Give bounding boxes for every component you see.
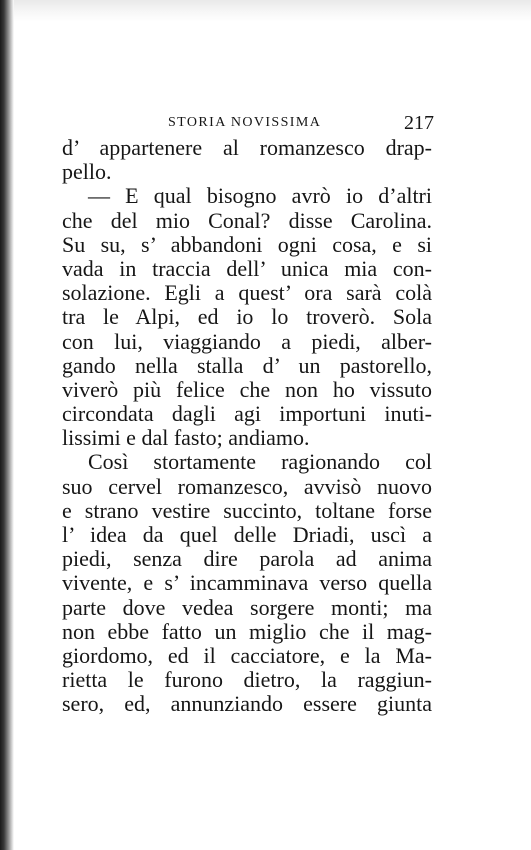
text-line: pello.: [62, 159, 112, 185]
text-line: giordomo, ed il cacciatore, e la Ma-: [62, 642, 432, 668]
text-line: Su su, s’ abbandoni ogni cosa, e si: [62, 231, 432, 257]
text-line: circondata dagli agi importuni inuti-: [62, 401, 432, 427]
text-line: tra le Alpi, ed io lo troverò. Sola: [62, 304, 432, 330]
binding-shadow: [0, 0, 14, 850]
text-block: [62, 136, 432, 717]
text-line: solazione. Egli a quest’ ora sarà colà: [62, 280, 432, 306]
text-line: parte dove vedea sorgere monti; ma: [62, 594, 432, 620]
page-number: 217: [404, 112, 434, 134]
text-line: Così stortamente ragionando col: [88, 449, 432, 475]
text-line: rietta le furono dietro, la raggiun-: [62, 667, 432, 693]
text-line: l’ idea da quel delle Driadi, uscì a: [62, 522, 432, 547]
text-line: suo cervel romanzesco, avvisò nuovo: [62, 473, 432, 499]
text-line: vada in traccia dell’ unica mia con-: [62, 255, 432, 281]
text-line: con lui, viaggiando a piedi, alber-: [62, 328, 432, 354]
text-line: sero, ed, annunziando essere giunta: [62, 691, 432, 717]
text-line: — E qual bisogno avrò io d’altri: [88, 183, 432, 209]
text-line: vivente, e s’ incamminava verso quella: [62, 570, 432, 596]
text-line: piedi, senza dire parola ad anima: [62, 546, 432, 572]
running-title: STORIA NOVISSIMA: [168, 115, 322, 130]
text-line: lissimi e dal fasto; andiamo.: [62, 425, 310, 451]
text-line: gando nella stalla d’ un pastorello,: [62, 352, 432, 378]
page-top-edge: [0, 0, 531, 22]
text-line: che del mio Conal? disse Carolina.: [62, 207, 432, 233]
text-line: e strano vestire succinto, toltane forse: [62, 497, 432, 523]
text-line: d’ appartenere al romanzesco drap-: [62, 135, 432, 160]
text-line: non ebbe fatto un miglio che il mag-: [62, 618, 432, 644]
text-line: viverò più felice che non ho vissuto: [62, 376, 432, 402]
